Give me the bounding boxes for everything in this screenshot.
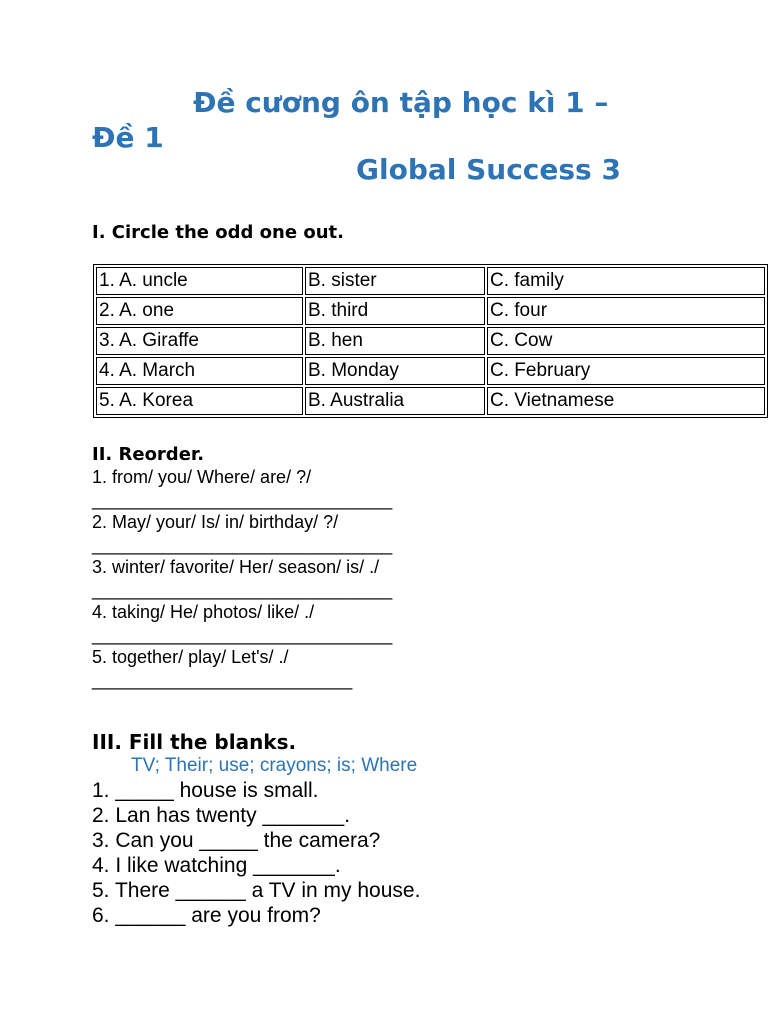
document-title-line-2: Đề 1: [92, 121, 164, 154]
table-cell: C. Cow: [487, 327, 765, 355]
reorder-prompt: 5. together/ play/ Let's/ ./: [92, 647, 289, 667]
document-subtitle: Global Success 3: [356, 153, 621, 186]
table-row: [96, 297, 765, 325]
document-title-line-1: Đề cương ôn tập học kì 1 –: [193, 86, 609, 119]
table-cell: B. hen: [305, 327, 485, 355]
section-1-heading: I. Circle the odd one out.: [92, 222, 344, 243]
table-row: [96, 357, 765, 385]
answer-blank-line: ______________________________: [92, 579, 393, 600]
section-2-heading: II. Reorder.: [92, 444, 205, 465]
table-cell: 2. A. one: [96, 297, 303, 325]
table-cell: 3. A. Giraffe: [96, 327, 303, 355]
table-row: [96, 327, 765, 355]
table-cell: 4. A. March: [96, 357, 303, 385]
table-cell: 5. A. Korea: [96, 387, 303, 415]
reorder-prompt: 3. winter/ favorite/ Her/ season/ is/ ./: [92, 557, 380, 577]
table-cell: B. sister: [305, 267, 485, 295]
answer-blank-line: ______________________________: [92, 489, 393, 510]
table-row: [96, 387, 765, 415]
table-cell: 1. A. uncle: [96, 267, 303, 295]
fill-blank-item: 2. Lan has twenty _______.: [92, 804, 351, 827]
answer-blank-line: ______________________________: [92, 624, 393, 645]
fill-blank-item: 4. I like watching _______.: [92, 854, 341, 877]
reorder-prompt: 1. from/ you/ Where/ are/ ?/: [92, 467, 312, 487]
table-cell: C. family: [487, 267, 765, 295]
fill-blank-item: 5. There ______ a TV in my house.: [92, 879, 421, 902]
table-cell: C. February: [487, 357, 765, 385]
fill-blank-item: 6. ______ are you from?: [92, 904, 321, 927]
table-cell: B. Monday: [305, 357, 485, 385]
section-3-heading: III. Fill the blanks.: [92, 730, 297, 754]
fill-blanks-exercise: [92, 778, 420, 928]
fill-blank-item: 3. Can you _____ the camera?: [92, 829, 381, 852]
odd-one-out-table: [93, 264, 768, 418]
reorder-exercise: [92, 466, 392, 691]
answer-blank-line: __________________________: [92, 669, 353, 690]
reorder-prompt: 4. taking/ He/ photos/ like/ ./: [92, 602, 315, 622]
word-bank: TV; Their; use; crayons; is; Where: [131, 755, 418, 776]
table-cell: C. four: [487, 297, 765, 325]
table-row: [96, 267, 765, 295]
table-cell: C. Vietnamese: [487, 387, 765, 415]
answer-blank-line: ______________________________: [92, 534, 393, 555]
table-cell: B. Australia: [305, 387, 485, 415]
fill-blank-item: 1. _____ house is small.: [92, 779, 319, 802]
table-cell: B. third: [305, 297, 485, 325]
reorder-prompt: 2. May/ your/ Is/ in/ birthday/ ?/: [92, 512, 339, 532]
